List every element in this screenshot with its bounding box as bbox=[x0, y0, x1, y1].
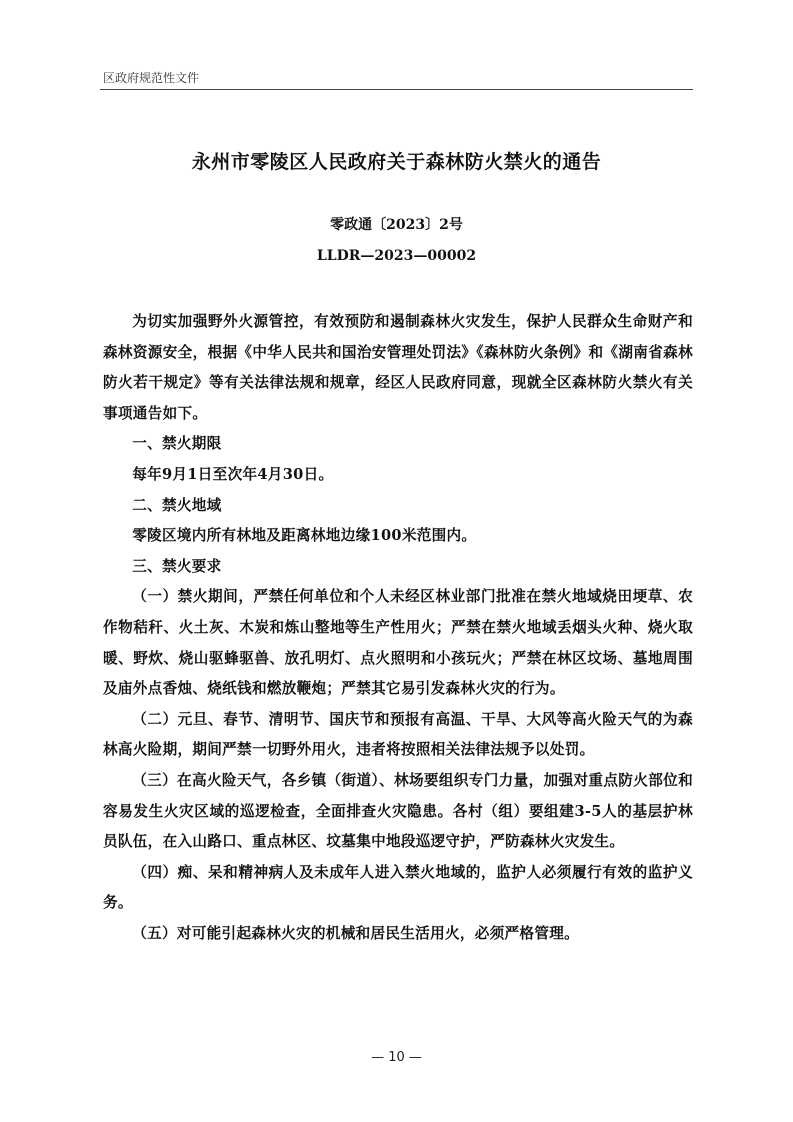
document-title: 永州市零陵区人民政府关于森林防火禁火的通告 bbox=[191, 151, 602, 173]
paragraph-period: 每年9月1日至次年4月30日。 bbox=[132, 465, 334, 483]
header-divider bbox=[100, 89, 693, 90]
document-body bbox=[103, 307, 693, 949]
header-label: 区政府规范性文件 bbox=[103, 71, 200, 85]
document-number: 零政通〔2023〕2号 bbox=[330, 217, 463, 233]
paragraph-requirement-1: （一）禁火期间，严禁任何单位和个人未经区林业部门批准在禁火地域烧田埂草、农作物秸秆、火土灰、木炭和炼山整地等生产性用火；严禁在禁火地域丢烟头火种、烧火取暖、野炊、烧山驱蜂驱兽、放孔明灯、点火照明和小孩玩火；严禁在林区坟场、墓地周围及庙外点香烛、烧纸钱和燃放鞭炮；严禁其它易引发森林火灾的行为。 bbox=[103, 588, 693, 698]
paragraph-requirement-4: （四）痴、呆和精神病人及未成年人进入禁火地域的，监护人必须履行有效的监护义务。 bbox=[103, 863, 693, 912]
paragraph-requirement-3: （三）在高火险天气，各乡镇（街道）、林场要组织专门力量，加强对重点防火部位和容易发生火灾区域的巡逻检查，全面排查火灾隐患。各村（组）要组建3-5人的基层护林员队伍，在入山路口、重点林区、坟墓集中地段巡逻守护，严防森林火灾发生。 bbox=[103, 771, 693, 851]
section-heading-area: 二、禁火地域 bbox=[132, 496, 222, 514]
page-number: — 10 — bbox=[371, 1050, 422, 1065]
section-heading-period: 一、禁火期限 bbox=[132, 435, 222, 453]
paragraph-requirement-5: （五）对可能引起森林火灾的机械和居民生活用火，必须严格管理。 bbox=[132, 924, 580, 942]
paragraph-intro: 为切实加强野外火源管控，有效预防和遏制森林火灾发生，保护人民群众生命财产和森林资源安全，根据《中华人民共和国治安管理处罚法》《森林防火条例》和《湖南省森林防火若干规定》等有关法律法规和规章，经区人民政府同意，现就全区森林防火禁火有关事项通告如下。 bbox=[103, 313, 693, 422]
paragraph-area: 零陵区境内所有林地及距离林地边缘100米范围内。 bbox=[132, 527, 477, 545]
section-heading-requirements: 三、禁火要求 bbox=[132, 557, 222, 575]
paragraph-requirement-2: （二）元旦、春节、清明节、国庆节和预报有高温、干旱、大风等高火险天气的为森林高火险期，期间严禁一切野外用火，违者将按照相关法律法规予以处罚。 bbox=[103, 710, 693, 759]
document-code: LLDR—2023—00002 bbox=[316, 248, 477, 264]
